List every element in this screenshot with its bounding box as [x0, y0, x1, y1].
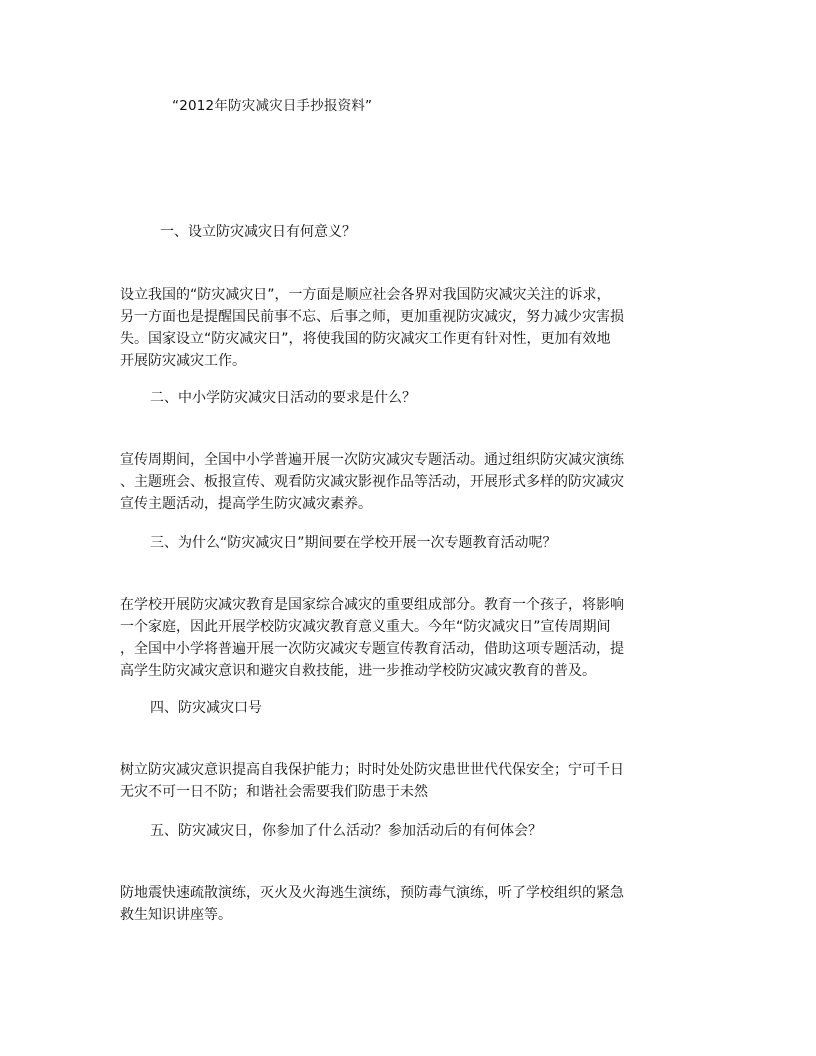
paragraph-line: 设立我国的“防灾减灾日”，一方面是顺应社会各界对我国防灾减灾关注的诉求，	[120, 287, 611, 303]
section-paragraph-5	[120, 882, 700, 926]
paragraph-line: 在学校开展防灾减灾教育是国家综合减灾的重要组成部分。教育一个孩子，将影响	[120, 597, 624, 613]
document-title: “2012年防灾减灾日手抄报资料”	[172, 98, 373, 114]
section-heading-2: 二、中小学防灾减灾日活动的要求是什么？	[150, 390, 416, 406]
paragraph-line: 一个家庭，因此开展学校防灾减灾教育意义重大。今年“防灾减灾日”宣传周期间	[120, 619, 611, 635]
section-paragraph-4	[120, 759, 700, 803]
paragraph-line: ，全国中小学将普遍开展一次防灾减灾专题宣传教育活动，借助这项专题活动，提	[120, 641, 624, 657]
section-heading-1: 一、设立防灾减灾日有何意义？	[160, 224, 356, 240]
section-paragraph-3	[120, 594, 700, 682]
paragraph-line: 开展防灾减灾工作。	[120, 353, 246, 369]
paragraph-line: 另一方面也是提醒国民前事不忘、后事之师，更加重视防灾减灾，努力减少灾害损	[120, 309, 624, 325]
paragraph-line: 高学生防灾减灾意识和避灾自救技能，进一步推动学校防灾减灾教育的普及。	[120, 663, 596, 679]
paragraph-line: 、主题班会、板报宣传、观看防灾减灾影视作品等活动，开展形式多样的防灾减灾	[120, 474, 624, 490]
paragraph-line: 救生知识讲座等。	[120, 907, 232, 923]
paragraph-line: 失。国家设立“防灾减灾日”，将使我国的防灾减灾工作更有针对性，更加有效地	[120, 331, 611, 347]
section-heading-4: 四、防灾减灾口号	[150, 700, 262, 716]
section-heading-5: 五、防灾减灾日，你参加了什么活动？参加活动后的有何体会？	[150, 823, 542, 839]
paragraph-line: 宣传主题活动，提高学生防灾减灾素养。	[120, 496, 372, 512]
paragraph-line: 防地震快速疏散演练，灭火及火海逃生演练，预防毒气演练，听了学校组织的紧急	[120, 885, 624, 901]
paragraph-line: 宣传周期间，全国中小学普遍开展一次防灾减灾专题活动。通过组织防灾减灾演练	[120, 452, 624, 468]
paragraph-line: 无灾不可一日不防；和谐社会需要我们防患于未然	[120, 784, 428, 800]
paragraph-line: 树立防灾减灾意识提高自我保护能力；时时处处防灾患世世代代保安全；宁可千日	[120, 762, 624, 778]
section-heading-3: 三、为什么“防灾减灾日”期间要在学校开展一次专题教育活动呢？	[150, 535, 557, 551]
section-paragraph-1	[120, 284, 700, 372]
section-paragraph-2	[120, 449, 700, 515]
